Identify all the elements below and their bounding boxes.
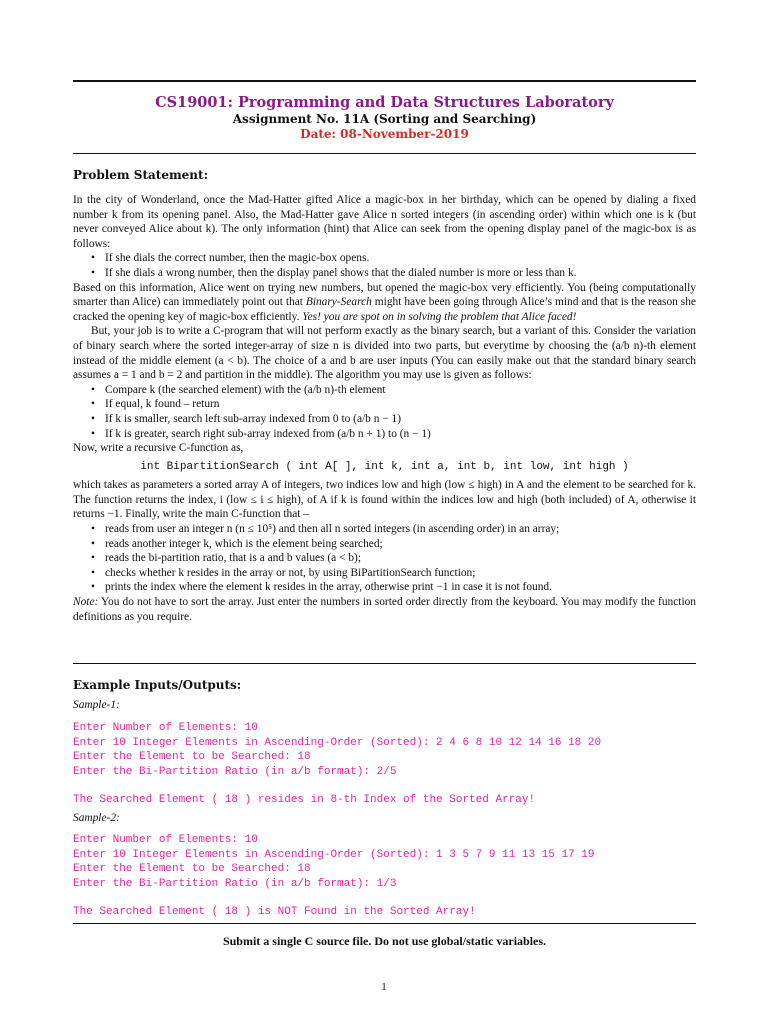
sample-1-label: Sample-1: <box>73 699 120 711</box>
main-requirement: • reads from user an integer n (n ≤ 10⁵) and then all n sorted integers (in ascending order) in an array; <box>73 522 696 537</box>
hint-item: • If she dials a wrong number, then the display panel shows that the dialed number is more or less than k. <box>73 266 696 281</box>
para2-text-b: might have been going through Alice’s mind and that is the reason she cracked the opening key of magic-box efficiently. <box>73 296 696 323</box>
examples-heading: Example Inputs/Outputs: <box>73 678 242 692</box>
top-rule <box>73 80 696 82</box>
assignment-title: Assignment No. 11A (Sorting and Searching) <box>232 112 537 126</box>
binary-search-paragraph <box>73 281 696 325</box>
sample-2-label: Sample-2: <box>73 812 120 824</box>
assignment-date: Date: 08-November-2019 <box>300 127 469 141</box>
course-title: CS19001: Programming and Data Structures Laboratory <box>155 94 614 111</box>
sample-2-input: Enter Number of Elements: 10 Enter 10 Integer Elements in Ascending-Order (Sorted): 1 3 5 7 9 11 13 15 17 19 Enter the Element to be Searched: 18 Enter the Bi-Partition Ratio (in a/b format): 1/3 <box>73 834 595 890</box>
variant-paragraph: But, your job is to write a C-program that will not perform exactly as the binary search, but a variant of this. Consider the variation of binary search where the sorted integer-array of size n is divided into two parts, but everytime by choosing the (a/b n)-th element instead of the middle element (a < b). The choice of a and b are user inputs (You can easily make out that the standard binary search assumes a = 1 and b = 2 and partition in the middle). The algorithm you may use is given as follows: <box>73 325 696 382</box>
sample-2-output: The Searched Element ( 18 ) is NOT Found in the Sorted Array! <box>73 906 476 918</box>
sample-1-input: Enter Number of Elements: 10 Enter 10 Integer Elements in Ascending-Order (Sorted): 2 4 6 8 10 12 14 16 18 20 Enter the Element to be Searched: 18 Enter the Bi-Partition Ratio (in a/b format): 2/5 <box>73 722 602 778</box>
algorithm-step: • If k is greater, search right sub-array indexed from (a/b n + 1) to (n − 1) <box>73 427 696 442</box>
problem-body <box>73 193 696 624</box>
intro-paragraph: In the city of Wonderland, once the Mad-Hatter gifted Alice a magic-box in her birthday, which can be opened by dialing a fixed number k from its opening panel. Also, the Mad-Hatter gave Alice n sorted integers (in ascending order) within which one is k (but never conveyed Alice about k). The only information (hint) that Alice can seek from the opening display panel of the magic-box is as follows: <box>73 194 696 250</box>
header-rule <box>73 153 696 154</box>
para2-italic-b: Yes! you are spot on in solving the problem that Alice faced! <box>302 310 577 323</box>
main-requirement: • prints the index where the element k resides in the array, otherwise print −1 in case it is not found. <box>73 580 696 595</box>
para2-italic-a: Binary-Search <box>305 296 372 309</box>
sample-1-output: The Searched Element ( 18 ) resides in 8-th Index of the Sorted Array! <box>73 794 536 806</box>
main-requirement: • reads the bi-partition ratio, that is a and b values (a < b); <box>73 551 696 566</box>
footer-rule <box>73 923 696 924</box>
examples-rule <box>73 663 696 664</box>
algorithm-step: • Compare k (the searched element) with the (a/b n)-th element <box>73 383 696 398</box>
note-label: Note: <box>73 596 99 609</box>
page-number: 1 <box>381 981 387 993</box>
function-intro: Now, write a recursive C-function as, <box>73 442 244 455</box>
main-requirement: • reads another integer k, which is the element being searched; <box>73 537 696 552</box>
algorithm-step: • If equal, k found – return <box>73 397 696 412</box>
para2-text-a: Based on this information, Alice went on trying new numbers, but opened the magic-box very efficiently. You (being computationally smarter than Alice) can immediately point out that <box>73 281 696 309</box>
note-paragraph <box>73 595 696 624</box>
note-text: You do not have to sort the array. Just enter the numbers in sorted order directly from the keyboard. You may modify the function definitions as you require. <box>73 596 696 623</box>
function-signature: int BipartitionSearch ( int A[ ], int k, int a, int b, int low, int high ) <box>140 460 629 473</box>
main-requirement: • checks whether k resides in the array or not, by using BiPartitionSearch function; <box>73 566 696 581</box>
submission-instructions: Submit a single C source file. Do not use global/static variables. <box>222 934 547 948</box>
algorithm-step: • If k is smaller, search left sub-array indexed from 0 to (a/b n − 1) <box>73 412 696 427</box>
hint-item: • If she dials the correct number, then the magic-box opens. <box>73 251 696 266</box>
function-description: which takes as parameters a sorted array A of integers, two indices low and high (low ≤ high) in A and the element to be searched for k. The function returns the index, i (low ≤ i ≤ high), of A if k is found within the indices low and high (both included) of A, otherwise it returns −1. Finally, write the main C-function that – <box>73 479 696 521</box>
problem-heading: Problem Statement: <box>73 168 208 182</box>
